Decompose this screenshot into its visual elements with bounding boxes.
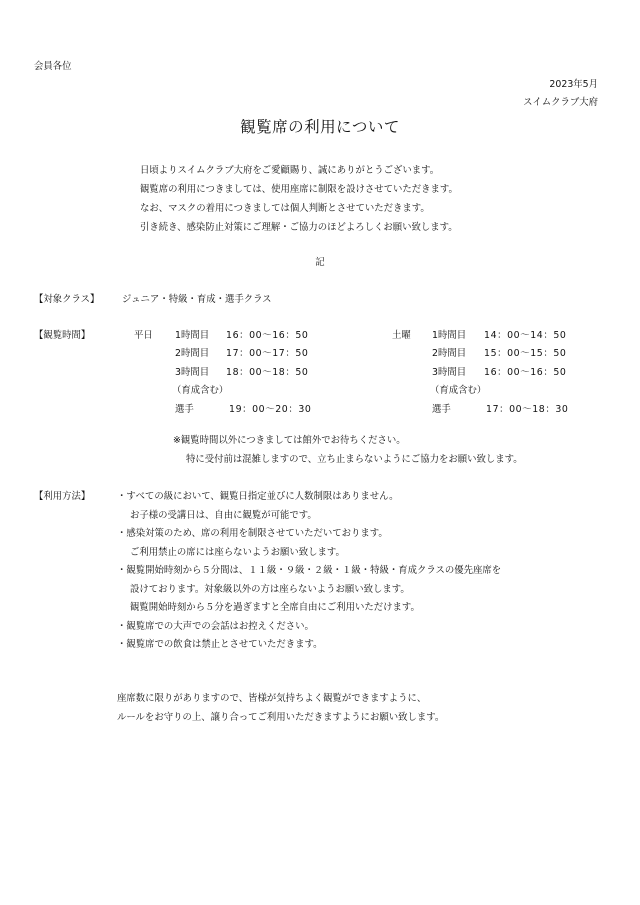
saturday-senshu-time: 17：00～18：30 bbox=[486, 404, 569, 415]
intro-line-2: 観覧席の利用につきましては、使用座席に制限を設けさせていただきます。 bbox=[140, 184, 458, 195]
saturday-slot-3: 3時間目 bbox=[432, 367, 467, 378]
saturday-slot-1: 1時間目 bbox=[432, 330, 467, 341]
intro-line-1: 日頃よりスイムクラブ大府をご愛顧賜り、誠にありがとうございます。 bbox=[140, 165, 440, 176]
page-title: 観覧席の利用について bbox=[240, 118, 400, 136]
weekday-label: 平日 bbox=[134, 330, 153, 341]
weekday-time-1: 16：00～16：50 bbox=[226, 330, 309, 341]
saturday-label: 土曜 bbox=[392, 330, 411, 341]
saturday-senshu-label: 選手 bbox=[432, 404, 451, 415]
saturday-time-1: 14：00～14：50 bbox=[484, 330, 567, 341]
weekday-slot-3: 3時間目 bbox=[175, 367, 210, 378]
schedule-label: 【観覧時間】 bbox=[34, 330, 91, 341]
weekday-slot-1: 1時間目 bbox=[175, 330, 210, 341]
weekday-time-2: 17：00～17：50 bbox=[226, 348, 309, 359]
weekday-slot-2: 2時間目 bbox=[175, 348, 210, 359]
sender: スイムクラブ大府 bbox=[523, 97, 598, 108]
closing-line-2: ルールをお守りの上、譲り合ってご利用いただきますようにお願い致します。 bbox=[117, 712, 445, 723]
saturday-time-2: 15：00～15：50 bbox=[484, 348, 567, 359]
intro-line-4: 引き続き、感染防止対策にご理解・ご協力のほどよろしくお願い致します。 bbox=[140, 222, 458, 233]
schedule-note-2: 特に受付前は混雑しますので、立ち止まらないようにご協力をお願い致します。 bbox=[186, 454, 523, 465]
weekday-time-3: 18：00～18：50 bbox=[226, 367, 309, 378]
usage-line-2: お子様の受講日は、自由に観覧が可能です。 bbox=[130, 510, 317, 521]
saturday-time-3: 16：00～16：50 bbox=[484, 367, 567, 378]
usage-line-9: ・観覧席での飲食は禁止とさせていただきます。 bbox=[117, 639, 323, 650]
schedule-note-1: ※観覧時間以外につきましては館外でお待ちください。 bbox=[173, 435, 406, 446]
usage-label: 【利用方法】 bbox=[34, 491, 91, 502]
ki-mark: 記 bbox=[315, 257, 325, 268]
closing-line-1: 座席数に限りがありますので、皆様が気持ちよく観覧ができますように、 bbox=[117, 693, 427, 704]
weekday-note: （育成含む） bbox=[172, 385, 229, 396]
date: 2023年5月 bbox=[549, 79, 598, 90]
target-value: ジュニア・特級・育成・選手クラス bbox=[122, 294, 272, 305]
weekday-senshu-label: 選手 bbox=[175, 404, 194, 415]
addressee: 会員各位 bbox=[34, 61, 72, 72]
usage-line-3: ・感染対策のため、席の利用を制限させていただいております。 bbox=[117, 528, 388, 539]
usage-line-5: ・観覧開始時刻から５分間は、１１級・９級・２級・１級・特級・育成クラスの優先座席を bbox=[117, 565, 502, 576]
intro-line-3: なお、マスクの着用につきましては個人判断とさせていただきます。 bbox=[140, 203, 430, 214]
saturday-note: （育成含む） bbox=[430, 385, 487, 396]
usage-line-1: ・すべての級において、観覧日指定並びに人数制限はありません。 bbox=[117, 491, 399, 502]
saturday-slot-2: 2時間目 bbox=[432, 348, 467, 359]
target-label: 【対象クラス】 bbox=[34, 294, 100, 305]
weekday-senshu-time: 19：00～20：30 bbox=[229, 404, 312, 415]
usage-line-6: 設けております。対象級以外の方は座らないようお願い致します。 bbox=[130, 584, 410, 595]
usage-line-8: ・観覧席での大声での会話はお控えください。 bbox=[117, 621, 314, 632]
usage-line-4: ご利用禁止の席には座らないようお願い致します。 bbox=[130, 547, 345, 558]
usage-line-7: 観覧開始時刻から５分を過ぎますと全席自由にご利用いただけます。 bbox=[130, 602, 420, 613]
